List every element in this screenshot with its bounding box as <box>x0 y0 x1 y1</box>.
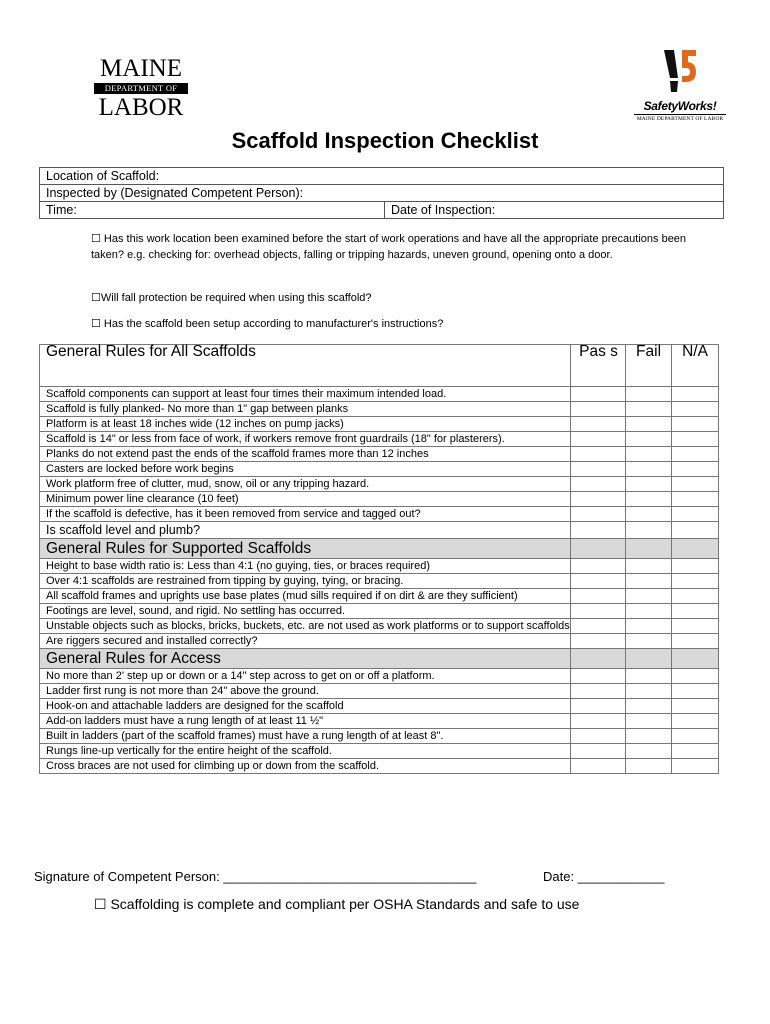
na-cell[interactable] <box>672 619 719 634</box>
table-row <box>40 759 719 774</box>
pass-cell[interactable] <box>571 699 626 714</box>
fail-cell[interactable] <box>626 492 672 507</box>
inspected-by-field[interactable]: Inspected by (Designated Competent Person): <box>40 185 724 202</box>
pass-cell[interactable] <box>571 589 626 604</box>
na-cell[interactable] <box>672 387 719 402</box>
fail-cell[interactable] <box>626 447 672 462</box>
rule-text: Scaffold is fully planked- No more than 1" gap between planks <box>40 402 571 417</box>
table-row <box>40 634 719 649</box>
na-cell[interactable] <box>672 477 719 492</box>
column-na: N/A <box>672 345 719 387</box>
pass-cell[interactable] <box>571 634 626 649</box>
rule-text: Scaffold is 14" or less from face of work, if workers remove front guardrails (18" for plasterers). <box>40 432 571 447</box>
rule-text: Platform is at least 18 inches wide (12 inches on pump jacks) <box>40 417 571 432</box>
na-cell[interactable] <box>672 417 719 432</box>
na-cell[interactable] <box>672 589 719 604</box>
fail-cell[interactable] <box>626 417 672 432</box>
table-row <box>40 447 719 462</box>
rule-text: Are riggers secured and installed correctly? <box>40 634 571 649</box>
location-field[interactable]: Location of Scaffold: <box>40 168 724 185</box>
fail-cell[interactable] <box>626 714 672 729</box>
fail-cell[interactable] <box>626 684 672 699</box>
na-cell[interactable] <box>672 522 719 539</box>
rule-text: Add-on ladders must have a rung length of at least 11 ½" <box>40 714 571 729</box>
rule-text: Cross braces are not used for climbing up or down from the scaffold. <box>40 759 571 774</box>
checklist-table <box>39 344 719 774</box>
rule-text: Height to base width ratio is: Less than 4:1 (no guying, ties, or braces required) <box>40 559 571 574</box>
rule-text: If the scaffold is defective, has it been removed from service and tagged out? <box>40 507 571 522</box>
time-field[interactable]: Time: <box>40 202 385 219</box>
table-row <box>40 417 719 432</box>
rule-text: Built in ladders (part of the scaffold frames) must have a rung length of at least 8". <box>40 729 571 744</box>
table-row <box>40 669 719 684</box>
fail-cell[interactable] <box>626 462 672 477</box>
table-row <box>40 492 719 507</box>
rule-text: Rungs line-up vertically for the entire height of the scaffold. <box>40 744 571 759</box>
na-cell[interactable] <box>672 432 719 447</box>
question-manufacturer-setup[interactable]: ☐ Has the scaffold been setup according to manufacturer's instructions? <box>91 318 444 330</box>
na-cell[interactable] <box>672 447 719 462</box>
maine-dol-logo <box>94 56 188 121</box>
fail-cell[interactable] <box>626 744 672 759</box>
table-row <box>40 574 719 589</box>
table-row <box>40 684 719 699</box>
rule-text: Unstable objects such as blocks, bricks, buckets, etc. are not used as work platforms or to support scaffolds <box>40 619 571 634</box>
table-row <box>40 387 719 402</box>
fail-cell[interactable] <box>626 634 672 649</box>
pass-cell[interactable] <box>571 432 626 447</box>
fail-cell[interactable] <box>626 759 672 774</box>
na-cell[interactable] <box>672 462 719 477</box>
date-field[interactable]: Date of Inspection: <box>385 202 724 219</box>
rule-text: Ladder first rung is not more than 24" above the ground. <box>40 684 571 699</box>
rule-text: Hook-on and attachable ladders are designed for the scaffold <box>40 699 571 714</box>
rule-text: Footings are level, sound, and rigid. No settling has occurred. <box>40 604 571 619</box>
na-cell[interactable] <box>672 759 719 774</box>
safetyworks-mark-icon <box>660 48 700 94</box>
pass-cell[interactable] <box>571 522 626 539</box>
rule-text: Is scaffold level and plumb? <box>40 522 571 539</box>
table-row <box>40 522 719 539</box>
rule-text: Planks do not extend past the ends of the scaffold frames more than 12 inches <box>40 447 571 462</box>
table-row <box>40 619 719 634</box>
table-row <box>40 477 719 492</box>
fail-cell[interactable] <box>626 559 672 574</box>
na-cell[interactable] <box>672 729 719 744</box>
rule-text: Scaffold components can support at least four times their maximum intended load. <box>40 387 571 402</box>
pass-cell[interactable] <box>571 604 626 619</box>
fail-cell[interactable] <box>626 522 672 539</box>
na-cell[interactable] <box>672 402 719 417</box>
na-cell[interactable] <box>672 604 719 619</box>
table-row <box>40 507 719 522</box>
table-row <box>40 729 719 744</box>
fail-cell[interactable] <box>626 477 672 492</box>
safetyworks-logo <box>630 48 730 122</box>
pass-cell[interactable] <box>571 559 626 574</box>
fail-cell[interactable] <box>626 574 672 589</box>
na-cell[interactable] <box>672 559 719 574</box>
table-row <box>40 699 719 714</box>
table-row <box>40 462 719 477</box>
fail-cell[interactable] <box>626 507 672 522</box>
pass-cell[interactable] <box>571 669 626 684</box>
na-cell[interactable] <box>672 507 719 522</box>
table-row <box>40 402 719 417</box>
maine-logo-line1: MAINE <box>100 55 182 82</box>
fail-cell[interactable] <box>626 604 672 619</box>
na-cell[interactable] <box>672 684 719 699</box>
pass-cell[interactable] <box>571 462 626 477</box>
fail-cell[interactable] <box>626 699 672 714</box>
rule-text: Casters are locked before work begins <box>40 462 571 477</box>
column-fail: Fail <box>626 345 672 387</box>
safetyworks-subtitle: MAINE DEPARTMENT OF LABOR <box>634 114 726 122</box>
fail-cell[interactable] <box>626 589 672 604</box>
question-work-location[interactable]: ☐ Has this work location been examined before the start of work operations and have all the appropriate precautions been taken? e.g. checking for: overhead objects, falling or tripping hazards, uneven ground, opening onto a door. <box>91 233 687 261</box>
pass-cell[interactable] <box>571 402 626 417</box>
na-cell[interactable] <box>672 492 719 507</box>
rule-text: Minimum power line clearance (10 feet) <box>40 492 571 507</box>
pass-cell[interactable] <box>571 744 626 759</box>
maine-logo-line2: DEPARTMENT OF <box>94 83 188 94</box>
fail-cell[interactable] <box>626 669 672 684</box>
na-cell[interactable] <box>672 699 719 714</box>
signature-date-field[interactable]: Date: ____________ <box>543 869 665 884</box>
maine-logo-line3: LABOR <box>98 94 184 121</box>
fail-cell[interactable] <box>626 619 672 634</box>
table-row <box>40 714 719 729</box>
rule-text: Over 4:1 scaffolds are restrained from tipping by guying, tying, or bracing. <box>40 574 571 589</box>
inspection-info-table <box>39 167 724 219</box>
na-cell[interactable] <box>672 714 719 729</box>
pass-cell[interactable] <box>571 387 626 402</box>
table-row <box>40 432 719 447</box>
pass-cell[interactable] <box>571 574 626 589</box>
question-fall-protection[interactable]: ☐Will fall protection be required when using this scaffold? <box>91 292 372 304</box>
safetyworks-name: SafetyWorks! <box>643 99 717 113</box>
pass-cell[interactable] <box>571 729 626 744</box>
section-title-general: General Rules for All Scaffolds <box>40 345 571 387</box>
na-cell[interactable] <box>672 744 719 759</box>
rule-text: All scaffold frames and uprights use base plates (mud sills required if on dirt & are they sufficient) <box>40 589 571 604</box>
pass-cell[interactable] <box>571 507 626 522</box>
pass-cell[interactable] <box>571 417 626 432</box>
rule-text: No more than 2' step up or down or a 14" step across to get on or off a platform. <box>40 669 571 684</box>
section-title-access: General Rules for Access <box>40 649 571 669</box>
signature-field[interactable]: Signature of Competent Person: ___________________________________ <box>34 869 477 884</box>
fail-cell[interactable] <box>626 432 672 447</box>
table-row <box>40 589 719 604</box>
table-row <box>40 744 719 759</box>
pass-cell[interactable] <box>571 714 626 729</box>
pass-cell[interactable] <box>571 759 626 774</box>
pass-cell[interactable] <box>571 619 626 634</box>
section-title-supported: General Rules for Supported Scaffolds <box>40 539 571 559</box>
compliance-checkbox[interactable]: ☐ Scaffolding is complete and compliant per OSHA Standards and safe to use <box>94 896 580 912</box>
fail-cell[interactable] <box>626 729 672 744</box>
page-title: Scaffold Inspection Checklist <box>231 128 539 153</box>
fail-cell[interactable] <box>626 402 672 417</box>
pass-cell[interactable] <box>571 684 626 699</box>
pass-cell[interactable] <box>571 477 626 492</box>
na-cell[interactable] <box>672 634 719 649</box>
na-cell[interactable] <box>672 669 719 684</box>
na-cell[interactable] <box>672 574 719 589</box>
table-row <box>40 559 719 574</box>
column-pass: Pas s <box>571 345 626 387</box>
rule-text: Work platform free of clutter, mud, snow, oil or any tripping hazard. <box>40 477 571 492</box>
pass-cell[interactable] <box>571 492 626 507</box>
fail-cell[interactable] <box>626 387 672 402</box>
table-row <box>40 604 719 619</box>
pass-cell[interactable] <box>571 447 626 462</box>
